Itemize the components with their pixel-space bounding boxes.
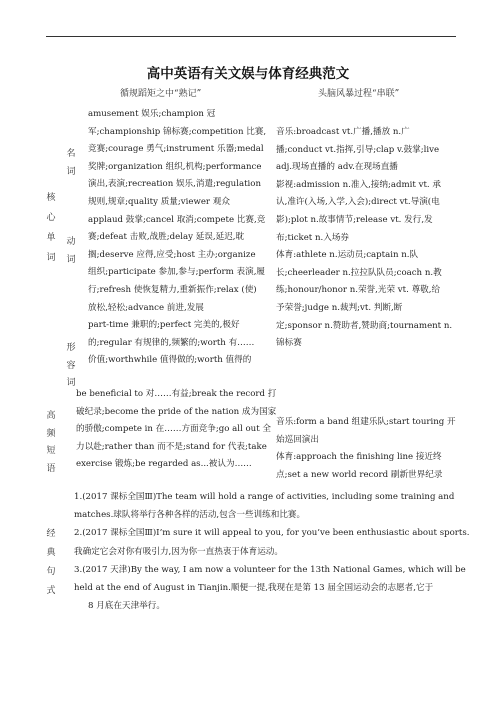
text-line: 组织;participate 参加,参与;perform 表演,履 [88,267,266,278]
core-words-left [88,106,266,370]
text-line: 锦标赛 [276,338,302,349]
sentence-line: 2.(2017 课标全国Ⅲ)I’m sure it will appeal to you, for you’ve been enthusiastic about sports. [74,528,470,539]
text-line: 播;conduct vt.指挥,引导;clap v.鼓掌;live [276,144,440,155]
text-line: 放松,轻松;advance 前进,发展 [88,302,204,313]
noun-label: 名 词 [66,149,76,177]
text-line: 演出,表演;recreation 娱乐,消遣;regulation [88,179,261,190]
adjective-label: 形 容 词 [66,343,76,389]
text-line: 音乐:broadcast vt.广播,播放 n.广 [276,127,410,137]
text-line: 规则,规章;quality 质量;viewer 观众 [88,196,230,207]
text-line: be beneficial to 对……有益;break the record 打 [76,389,277,399]
phrases-left [76,386,276,474]
text-line: 体育:approach the finishing line 接近终 [276,452,442,463]
sentence-line: 我确定它会对你有吸引力,因为你一直热衷于体育运动。 [74,546,283,557]
text-line: 的骄傲;compete in 在……方面竞争;go all out 全 [76,424,271,435]
text-line: 影视:admission n.准入,接纳;admit vt. 承 [276,179,441,190]
sentence-line: 1.(2017 课标全国Ⅲ)The team will hold a range of activities, including some training and [74,492,455,502]
text-line: 体育:athlete n.运动员;captain n.队 [276,250,419,261]
phrases-right [276,414,456,484]
text-line: 价值;worthwhile 值得做的;worth 值得的 [88,355,252,366]
text-line: 破纪录;become the pride of the nation 成为国家 [76,406,277,417]
text-line: 的;regular 有规律的,频繁的;worth 有…… [88,337,255,348]
text-line: 始巡回演出 [276,434,319,445]
sentence-line: 3.(2017 天津)By the way, I am now a volunteer for the 13th National Games, which will be [74,564,466,575]
sentence-line: held at the end of August in Tianjin.顺便一提,我现在是第 13 届全国运动会的志愿者,它于 [74,583,434,594]
classic-sentences [74,488,470,615]
text-line: part-time 兼职的;perfect 完美的,极好 [88,320,240,331]
text-line: 赛;defeat 击败,战胜;delay 延误,延迟,耽 [88,232,245,243]
text-line: 奖牌;organization 组织,机构;performance [88,161,262,172]
text-line: exercise 锻炼;be regarded as...被认为…… [76,459,252,470]
left-column-heading: 循规蹈矩之中“熟记” [120,89,202,99]
text-line: 影);plot n.故事情节;release vt. 发行,发 [276,214,433,225]
sentences-label: 经 典 句 式 [46,529,56,596]
right-column-heading: 头脑风暴过程“串联” [318,89,400,99]
top-rule [46,36,456,37]
text-line: 予荣誉;judge n.裁判;vt. 判断,断 [276,302,403,313]
text-line: 练;honour/honor n.荣誉,光荣 vt. 尊敬,给 [276,285,441,296]
phrases-label: 高 频 短 语 [46,411,56,474]
sentence-line: 8 月底在天津举行。 [88,601,165,612]
text-line: 认,准许(入场,入学,入会);direct vt.导演(电 [276,197,440,208]
text-line: 长;cheerleader n.拉拉队队员;coach n.教 [276,267,442,278]
text-line: 军;championship 锦标赛;competition 比赛, [88,126,267,137]
core-words-right [276,124,452,353]
text-line: adj.现场直播的 adv.在现场直播 [276,162,398,173]
core-words-label: 核 心 单 词 [46,193,56,263]
text-line: 布;ticket n.入场券 [276,232,350,243]
text-line: 行;refresh 使恢复精力,重新振作;relax (使) [88,284,257,295]
text-line: amusement 娱乐;champion 冠 [88,109,216,119]
text-line: 力以赴;rather than 而不是;stand for 代表;take [76,441,267,452]
text-line: 搁;deserve 应得,应受;host 主办;organize [88,249,256,260]
text-line: 点;set a new world record 刷新世界纪录 [276,469,443,480]
page-title: 高中英语有关文娱与体育经典范文 [146,66,350,82]
sentence-line: matches.球队将举行各种各样的活动,包含一些训练和比赛。 [74,510,306,521]
text-line: applaud 鼓掌;cancel 取消;compete 比赛,竞 [88,214,266,225]
text-line: 竞赛;courage 勇气;instrument 乐器;medal [88,144,264,155]
text-line: 音乐:form a band 组建乐队;start touring 开 [276,417,456,427]
text-line: 定;sponsor n.赞助者,赞助商;tournament n. [276,320,453,331]
verb-label: 动 词 [66,237,76,265]
